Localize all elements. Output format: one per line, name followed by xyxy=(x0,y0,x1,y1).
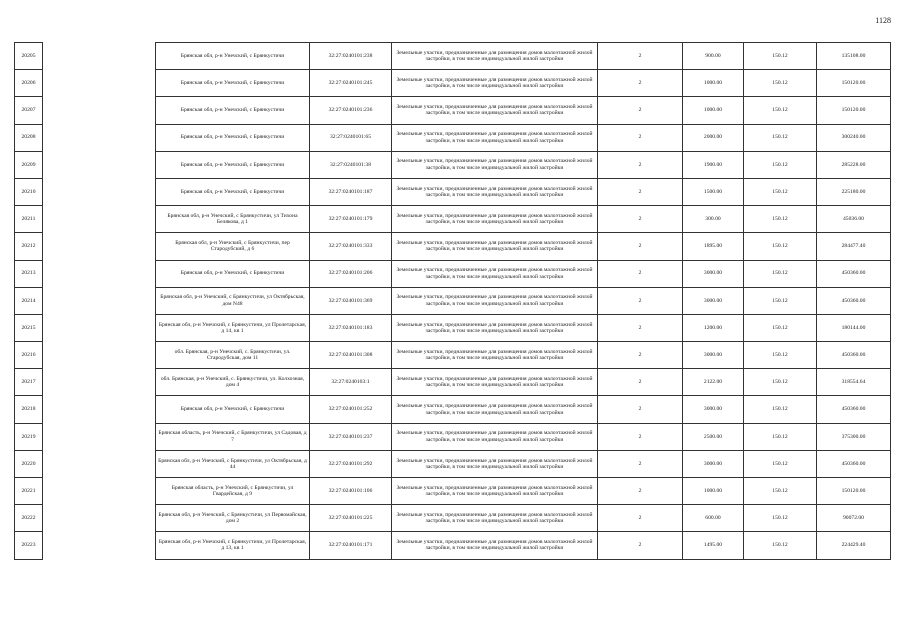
row-number: 20218 xyxy=(15,396,43,423)
address-cell: Брянская область, р-н Унечский, с Брянкустичи, ул Гвардейская, д 9 xyxy=(156,478,310,505)
empty-cell xyxy=(43,287,156,314)
table-row xyxy=(15,369,891,396)
page-number: 1128 xyxy=(875,16,891,25)
cadastral-number-cell: 32:27:0240101:237 xyxy=(310,423,392,450)
cadastral-number-cell: 32:27:0240101:187 xyxy=(310,178,392,205)
specific-value-cell: 150.12 xyxy=(744,151,817,178)
land-use-cell: Земельные участки, предназначенные для размещения домов малоэтажной жилой застройки, в том числе индивидуальной жилой застройки xyxy=(392,178,598,205)
land-use-cell: Земельные участки, предназначенные для размещения домов малоэтажной жилой застройки, в том числе индивидуальной жилой застройки xyxy=(392,478,598,505)
empty-cell xyxy=(43,206,156,233)
row-number: 20210 xyxy=(15,178,43,205)
table-row xyxy=(15,532,891,559)
address-cell: Брянская обл, р-н Унечский, с Брянкустичи, ул Пролетарская, д 13, кв 1 xyxy=(156,532,310,559)
cadastral-number-cell: 32:27:0240101:236 xyxy=(310,97,392,124)
cadastral-value-cell: 284477.40 xyxy=(817,233,891,260)
specific-value-cell: 150.12 xyxy=(744,423,817,450)
category-code-cell: 2 xyxy=(598,369,683,396)
address-cell: Брянская обл, р-н Унечский, с Брянкустичи, пер Стародубский, д 6 xyxy=(156,233,310,260)
row-number: 20205 xyxy=(15,43,43,70)
table-row xyxy=(15,233,891,260)
category-code-cell: 2 xyxy=(598,505,683,532)
table-row xyxy=(15,151,891,178)
row-number: 20208 xyxy=(15,124,43,151)
row-number: 20207 xyxy=(15,97,43,124)
cadastral-value-cell: 300240.00 xyxy=(817,124,891,151)
specific-value-cell: 150.12 xyxy=(744,287,817,314)
specific-value-cell: 150.12 xyxy=(744,532,817,559)
category-code-cell: 2 xyxy=(598,178,683,205)
empty-cell xyxy=(43,178,156,205)
specific-value-cell: 150.12 xyxy=(744,97,817,124)
empty-cell xyxy=(43,532,156,559)
table-row xyxy=(15,260,891,287)
land-use-cell: Земельные участки, предназначенные для размещения домов малоэтажной жилой застройки, в том числе индивидуальной жилой застройки xyxy=(392,70,598,97)
address-cell: Брянская обл, р-н Унечский, с Брянкустичи, ул Октябрьская, дом N48 xyxy=(156,287,310,314)
table-row xyxy=(15,206,891,233)
area-cell: 1495.00 xyxy=(683,532,744,559)
cadastral-value-cell: 150120.00 xyxy=(817,70,891,97)
cadastral-value-cell: 285228.00 xyxy=(817,151,891,178)
cadastral-value-cell: 150120.00 xyxy=(817,97,891,124)
empty-cell xyxy=(43,233,156,260)
category-code-cell: 2 xyxy=(598,97,683,124)
area-cell: 1900.00 xyxy=(683,151,744,178)
specific-value-cell: 150.12 xyxy=(744,70,817,97)
address-cell: Брянская область, р-н Унечский, с Брянкустичи, ул Садовая, д 7 xyxy=(156,423,310,450)
land-use-cell: Земельные участки, предназначенные для размещения домов малоэтажной жилой застройки, в том числе индивидуальной жилой застройки xyxy=(392,233,598,260)
cadastral-value-cell: 450360.00 xyxy=(817,396,891,423)
empty-cell xyxy=(43,396,156,423)
land-use-cell: Земельные участки, предназначенные для размещения домов малоэтажной жилой застройки, в том числе индивидуальной жилой застройки xyxy=(392,342,598,369)
area-cell: 2500.00 xyxy=(683,423,744,450)
land-use-cell: Земельные участки, предназначенные для размещения домов малоэтажной жилой застройки, в том числе индивидуальной жилой застройки xyxy=(392,314,598,341)
category-code-cell: 2 xyxy=(598,478,683,505)
category-code-cell: 2 xyxy=(598,260,683,287)
land-use-cell: Земельные участки, предназначенные для размещения домов малоэтажной жилой застройки, в том числе индивидуальной жилой застройки xyxy=(392,423,598,450)
empty-cell xyxy=(43,423,156,450)
row-number: 20223 xyxy=(15,532,43,559)
empty-cell xyxy=(43,43,156,70)
cadastral-number-cell: 32:27:0240103:1 xyxy=(310,369,392,396)
category-code-cell: 2 xyxy=(598,206,683,233)
specific-value-cell: 150.12 xyxy=(744,178,817,205)
table-row xyxy=(15,342,891,369)
empty-cell xyxy=(43,97,156,124)
land-use-cell: Земельные участки, предназначенные для размещения домов малоэтажной жилой застройки, в том числе индивидуальной жилой застройки xyxy=(392,369,598,396)
empty-cell xyxy=(43,450,156,477)
empty-cell xyxy=(43,70,156,97)
empty-cell xyxy=(43,369,156,396)
table-row xyxy=(15,396,891,423)
category-code-cell: 2 xyxy=(598,151,683,178)
address-cell: обл. Брянская, р-н Унечский, с. Брянкустичи, ул. Стародубская, дом 11 xyxy=(156,342,310,369)
specific-value-cell: 150.12 xyxy=(744,478,817,505)
area-cell: 300.00 xyxy=(683,206,744,233)
area-cell: 3000.00 xyxy=(683,450,744,477)
address-cell: Брянская обл, р-н Унечский, с Брянкустичи, ул Тихона Белякова, д 1 xyxy=(156,206,310,233)
area-cell: 1000.00 xyxy=(683,70,744,97)
cadastral-number-cell: 32:27:0240101:308 xyxy=(310,342,392,369)
table-row xyxy=(15,505,891,532)
cadastral-value-cell: 450360.00 xyxy=(817,260,891,287)
row-number: 20215 xyxy=(15,314,43,341)
table-row xyxy=(15,178,891,205)
table-row xyxy=(15,70,891,97)
specific-value-cell: 150.12 xyxy=(744,124,817,151)
area-cell: 3000.00 xyxy=(683,287,744,314)
table-row xyxy=(15,287,891,314)
land-use-cell: Земельные участки, предназначенные для размещения домов малоэтажной жилой застройки, в том числе индивидуальной жилой застройки xyxy=(392,450,598,477)
table-row xyxy=(15,450,891,477)
address-cell: Брянская обл, р-н Унечский, с Брянкустичи, ул Первомайская, дом 2 xyxy=(156,505,310,532)
address-cell: Брянская обл, р-н Унечский, с Брянкустичи xyxy=(156,151,310,178)
row-number: 20209 xyxy=(15,151,43,178)
table-row xyxy=(15,124,891,151)
land-use-cell: Земельные участки, предназначенные для размещения домов малоэтажной жилой застройки, в том числе индивидуальной жилой застройки xyxy=(392,260,598,287)
cadastral-value-cell: 450360.00 xyxy=(817,450,891,477)
cadastral-number-cell: 32:27:0240101:333 xyxy=(310,233,392,260)
cadastral-value-cell: 180144.00 xyxy=(817,314,891,341)
category-code-cell: 2 xyxy=(598,124,683,151)
specific-value-cell: 150.12 xyxy=(744,314,817,341)
cadastral-value-cell: 90072.00 xyxy=(817,505,891,532)
area-cell: 1000.00 xyxy=(683,97,744,124)
area-cell: 1500.00 xyxy=(683,178,744,205)
row-number: 20211 xyxy=(15,206,43,233)
specific-value-cell: 150.12 xyxy=(744,233,817,260)
land-use-cell: Земельные участки, предназначенные для размещения домов малоэтажной жилой застройки, в том числе индивидуальной жилой застройки xyxy=(392,396,598,423)
category-code-cell: 2 xyxy=(598,532,683,559)
empty-cell xyxy=(43,478,156,505)
empty-cell xyxy=(43,342,156,369)
cadastral-value-cell: 45036.00 xyxy=(817,206,891,233)
area-cell: 3000.00 xyxy=(683,342,744,369)
address-cell: Брянская обл, р-н Унечский, с Брянкустичи xyxy=(156,97,310,124)
land-use-cell: Земельные участки, предназначенные для размещения домов малоэтажной жилой застройки, в том числе индивидуальной жилой застройки xyxy=(392,206,598,233)
category-code-cell: 2 xyxy=(598,314,683,341)
cadastral-number-cell: 32:27:0240101:171 xyxy=(310,532,392,559)
specific-value-cell: 150.12 xyxy=(744,206,817,233)
address-cell: Брянская обл, р-н Унечский, с Брянкустичи, ул Октябрьская, д 44 xyxy=(156,450,310,477)
specific-value-cell: 150.12 xyxy=(744,505,817,532)
row-number: 20217 xyxy=(15,369,43,396)
category-code-cell: 2 xyxy=(598,396,683,423)
address-cell: Брянская обл, р-н Унечский, с Брянкустичи, ул Пролетарская, д 14, кв 1 xyxy=(156,314,310,341)
cadastral-value-cell: 450360.00 xyxy=(817,287,891,314)
area-cell: 600.00 xyxy=(683,505,744,532)
category-code-cell: 2 xyxy=(598,342,683,369)
area-cell: 2000.00 xyxy=(683,124,744,151)
row-number: 20206 xyxy=(15,70,43,97)
table-row xyxy=(15,423,891,450)
table-row xyxy=(15,478,891,505)
land-use-cell: Земельные участки, предназначенные для размещения домов малоэтажной жилой застройки, в том числе индивидуальной жилой застройки xyxy=(392,124,598,151)
row-number: 20212 xyxy=(15,233,43,260)
area-cell: 1000.00 xyxy=(683,478,744,505)
specific-value-cell: 150.12 xyxy=(744,369,817,396)
empty-cell xyxy=(43,151,156,178)
cadastral-number-cell: 32:27:0240101:252 xyxy=(310,396,392,423)
address-cell: Брянская обл, р-н Унечский, с Брянкустичи xyxy=(156,124,310,151)
category-code-cell: 2 xyxy=(598,423,683,450)
land-use-cell: Земельные участки, предназначенные для размещения домов малоэтажной жилой застройки, в том числе индивидуальной жилой застройки xyxy=(392,43,598,70)
table-body xyxy=(15,43,891,560)
specific-value-cell: 150.12 xyxy=(744,43,817,70)
area-cell: 3000.00 xyxy=(683,260,744,287)
cadastral-number-cell: 32:27:0240101:292 xyxy=(310,450,392,477)
address-cell: Брянская обл, р-н Унечский, с Брянкустичи xyxy=(156,260,310,287)
land-use-cell: Земельные участки, предназначенные для размещения домов малоэтажной жилой застройки, в том числе индивидуальной жилой застройки xyxy=(392,287,598,314)
address-cell: Брянская обл, р-н Унечский, с Брянкустичи xyxy=(156,70,310,97)
cadastral-value-cell: 318554.64 xyxy=(817,369,891,396)
area-cell: 1895.00 xyxy=(683,233,744,260)
category-code-cell: 2 xyxy=(598,70,683,97)
land-use-cell: Земельные участки, предназначенные для размещения домов малоэтажной жилой застройки, в том числе индивидуальной жилой застройки xyxy=(392,505,598,532)
cadastral-number-cell: 32:27:0240101:245 xyxy=(310,70,392,97)
empty-cell xyxy=(43,260,156,287)
empty-cell xyxy=(43,124,156,151)
row-number: 20222 xyxy=(15,505,43,532)
land-use-cell: Земельные участки, предназначенные для размещения домов малоэтажной жилой застройки, в том числе индивидуальной жилой застройки xyxy=(392,97,598,124)
cadastral-number-cell: 32:27:0240101:183 xyxy=(310,314,392,341)
row-number: 20221 xyxy=(15,478,43,505)
cadastral-value-cell: 450360.00 xyxy=(817,342,891,369)
cadastral-number-cell: 32:27:0240101:65 xyxy=(310,124,392,151)
table-row xyxy=(15,97,891,124)
cadastral-number-cell: 32:27:0240101:369 xyxy=(310,287,392,314)
cadastral-value-cell: 375300.00 xyxy=(817,423,891,450)
address-cell: обл. Брянская, р-н Унечский, с. Брянкустичи, ул. Колхозная, дом 4 xyxy=(156,369,310,396)
specific-value-cell: 150.12 xyxy=(744,260,817,287)
cadastral-value-cell: 135108.00 xyxy=(817,43,891,70)
row-number: 20213 xyxy=(15,260,43,287)
specific-value-cell: 150.12 xyxy=(744,396,817,423)
land-use-cell: Земельные участки, предназначенные для размещения домов малоэтажной жилой застройки, в том числе индивидуальной жилой застройки xyxy=(392,151,598,178)
area-cell: 900.00 xyxy=(683,43,744,70)
cadastral-value-cell: 224429.40 xyxy=(817,532,891,559)
cadastral-number-cell: 32:27:0240101:38 xyxy=(310,151,392,178)
row-number: 20220 xyxy=(15,450,43,477)
cadastral-number-cell: 32:27:0240101:206 xyxy=(310,260,392,287)
land-plot-table xyxy=(14,42,891,560)
land-use-cell: Земельные участки, предназначенные для размещения домов малоэтажной жилой застройки, в том числе индивидуальной жилой застройки xyxy=(392,532,598,559)
area-cell: 2122.00 xyxy=(683,369,744,396)
category-code-cell: 2 xyxy=(598,287,683,314)
category-code-cell: 2 xyxy=(598,450,683,477)
empty-cell xyxy=(43,314,156,341)
table-row xyxy=(15,314,891,341)
area-cell: 1200.00 xyxy=(683,314,744,341)
cadastral-number-cell: 32:27:0240101:106 xyxy=(310,478,392,505)
address-cell: Брянская обл, р-н Унечский, с Брянкустичи xyxy=(156,178,310,205)
table-row xyxy=(15,43,891,70)
cadastral-value-cell: 150120.00 xyxy=(817,478,891,505)
row-number: 20214 xyxy=(15,287,43,314)
cadastral-number-cell: 32:27:0240101:225 xyxy=(310,505,392,532)
category-code-cell: 2 xyxy=(598,233,683,260)
specific-value-cell: 150.12 xyxy=(744,450,817,477)
row-number: 20216 xyxy=(15,342,43,369)
cadastral-number-cell: 32:27:0240101:179 xyxy=(310,206,392,233)
address-cell: Брянская обл, р-н Унечский, с Брянкустичи xyxy=(156,43,310,70)
area-cell: 3000.00 xyxy=(683,396,744,423)
cadastral-value-cell: 225180.00 xyxy=(817,178,891,205)
row-number: 20219 xyxy=(15,423,43,450)
empty-cell xyxy=(43,505,156,532)
specific-value-cell: 150.12 xyxy=(744,342,817,369)
cadastral-number-cell: 32:27:0240101:238 xyxy=(310,43,392,70)
address-cell: Брянская обл, р-н Унечский, с Брянкустичи xyxy=(156,396,310,423)
category-code-cell: 2 xyxy=(598,43,683,70)
